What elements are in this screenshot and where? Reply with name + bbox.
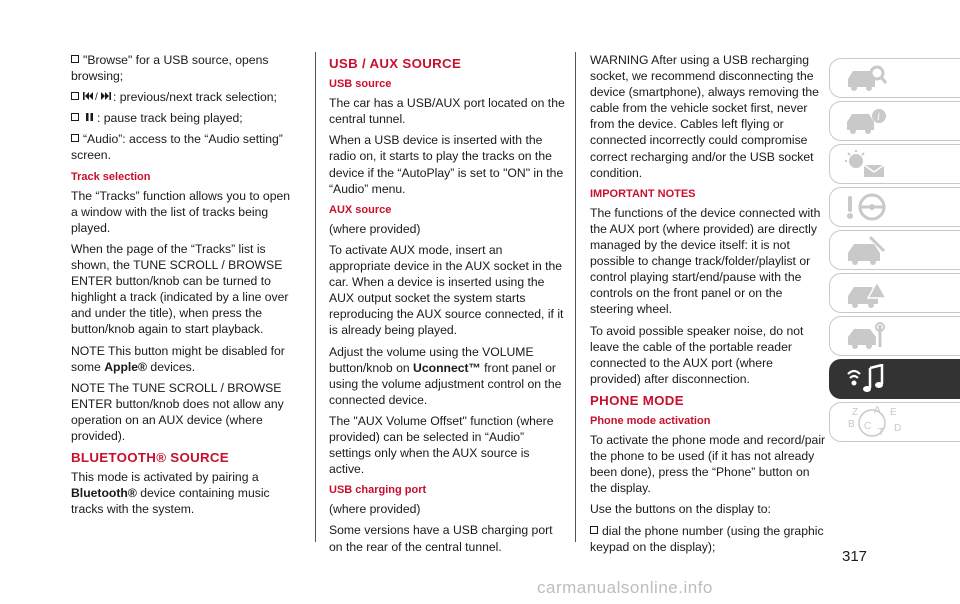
multimedia-icon [844,364,888,394]
index-letter: D [894,423,902,434]
car-search-icon [844,63,888,93]
index-letter: B [848,419,855,430]
heading-bluetooth-source: BLUETOOTH® SOURCE [71,450,229,466]
watermark: carmanualsonline.info [537,578,713,597]
bullet-dial: dial the phone number (using the graphic keypad on the display); [590,523,824,554]
paragraph-bluetooth: This mode is activated by pairing a Bluetooth® device containing music tracks with the system. [71,470,270,517]
car-start-icon [844,235,888,265]
car-info-icon [844,106,888,136]
heading-important-notes: IMPORTANT NOTES [590,187,696,200]
paragraph-usb-autoplay: When a USB device is inserted with the radio on, it starts to play the tracks on the device if the “AutoPlay” is set to "ON" in the “Audio” menu. [329,133,564,196]
bullet-square-icon [71,55,79,63]
car-service-icon [844,321,888,351]
index-letter: A [874,405,881,416]
heading-usb-source: USB source [329,78,392,91]
column-1 [71,52,299,522]
paragraph-charging-provided: (where provided) [329,502,421,517]
heading-phone-mode-activation: Phone mode activation [590,414,711,427]
tab-multimedia[interactable] [829,359,960,399]
paragraph-phone-activate: To activate the phone mode and record/pair the phone to be used (if it has not already been done), press the “Phone” button on the display. [590,433,826,496]
prev-next-track-icon [83,90,113,104]
heading-aux-source: AUX source [329,203,392,216]
tab-index[interactable] [829,402,960,442]
bullet-square-icon [71,113,79,121]
alphabetical-index-icon [844,405,904,439]
heading-track-selection: Track selection [71,170,151,183]
bullet-pause: : pause track being played; [71,110,299,126]
tab-getting-to-know[interactable] [829,58,960,98]
paragraph-tracks-function: The “Tracks” function allows you to open a window with the list of tracks being played. [71,188,291,235]
bullet-browse: "Browse" for a USB source, opens browsing; [71,53,269,84]
tab-dashboard[interactable] [829,101,960,141]
paragraph-charging-port: Some versions have a USB charging port on the rear of the central tunnel. [329,523,553,554]
car-warning-icon [844,278,888,308]
paragraph-speaker-noise: To avoid possible speaker noise, do not leave the cable of the portable reader connected to the AUX port (where provided) after disconnection. [590,323,804,386]
svg-text:i: i [877,112,881,123]
index-letter: Z [852,407,859,418]
warning-lights-icon [844,149,888,179]
paragraph-usb-port: The car has a USB/AUX port located on the central tunnel. [329,96,565,127]
paragraph-aux-activate: To activate AUX mode, insert an appropriate device in the AUX socket in the car. When a device is inserted using the AUX output socket the system starts reproducing the AUX source connected, if it is already being played. [329,242,564,338]
index-letter: T [878,427,885,438]
paragraph-tracks-list: When the page of the “Tracks” list is shown, the TUNE SCROLL / BROWSE ENTER button/knob can be turned to highlight a track (indicated by a line over and under the title), when press the button/knob again to start playback. [71,241,289,337]
column-3 [590,52,826,560]
note-apple: NOTE This button might be disabled for some Apple® devices. [71,343,285,374]
heading-usb-aux-source: USB / AUX SOURCE [329,56,462,71]
heading-phone-mode: PHONE MODE [590,392,684,408]
paragraph-aux-provided: (where provided) [329,221,421,236]
chapter-tabs [829,58,960,445]
paragraph-aux-functions: The functions of the device connected with the AUX port (where provided) are directly managed by the device itself: it is not possible to change track/folder/playlist or control playing start/end/pause with the controls on the front panel or on the steering wheel. [590,205,821,317]
note-aux: NOTE The TUNE SCROLL / BROWSE ENTER button/knob does not allow any operation on an AUX device (where provided). [71,380,284,443]
column-divider [575,52,576,542]
pause-icon [83,111,97,125]
bullet-audio: “Audio”: access to the “Audio setting” screen. [71,132,283,163]
paragraph-warning: WARNING After using a USB recharging socket, we recommend disconnecting the device (smartphone), always removing the cable from the vehicle socket first, never from the device. Cables left flying or connected incorrectly could compromise correct recharging and/or the USB socket condition. [590,53,819,180]
index-letter: C [864,421,872,432]
column-divider [315,52,316,542]
tab-starting-driving[interactable] [829,187,960,227]
column-2 [329,52,565,560]
page-number: 317 [842,548,868,565]
tab-technical-data[interactable] [829,316,960,356]
paragraph-volume: Adjust the volume using the VOLUME button/knob on Uconnect™ front panel or using the volume adjustment control on the connected device. [329,344,562,407]
safety-wheel-icon [844,192,888,222]
bullet-square-icon [590,526,598,534]
heading-usb-charging-port: USB charging port [329,484,427,497]
tab-safety[interactable] [829,144,960,184]
tab-in-an-emergency[interactable] [829,230,960,270]
bullet-square-icon [71,134,79,142]
paragraph-aux-volume-offset: The "AUX Volume Offset" function (where provided) can be selected in “Audio” settings only when the AUX source is active. [329,413,554,477]
paragraph-display-buttons: Use the buttons on the display to: [590,502,771,517]
bullet-prev-next: / : previous/next track selection; [71,89,299,105]
index-letter: E [890,407,897,418]
svg-text:/: / [95,92,98,102]
bullet-square-icon [71,92,79,100]
tab-servicing[interactable] [829,273,960,313]
